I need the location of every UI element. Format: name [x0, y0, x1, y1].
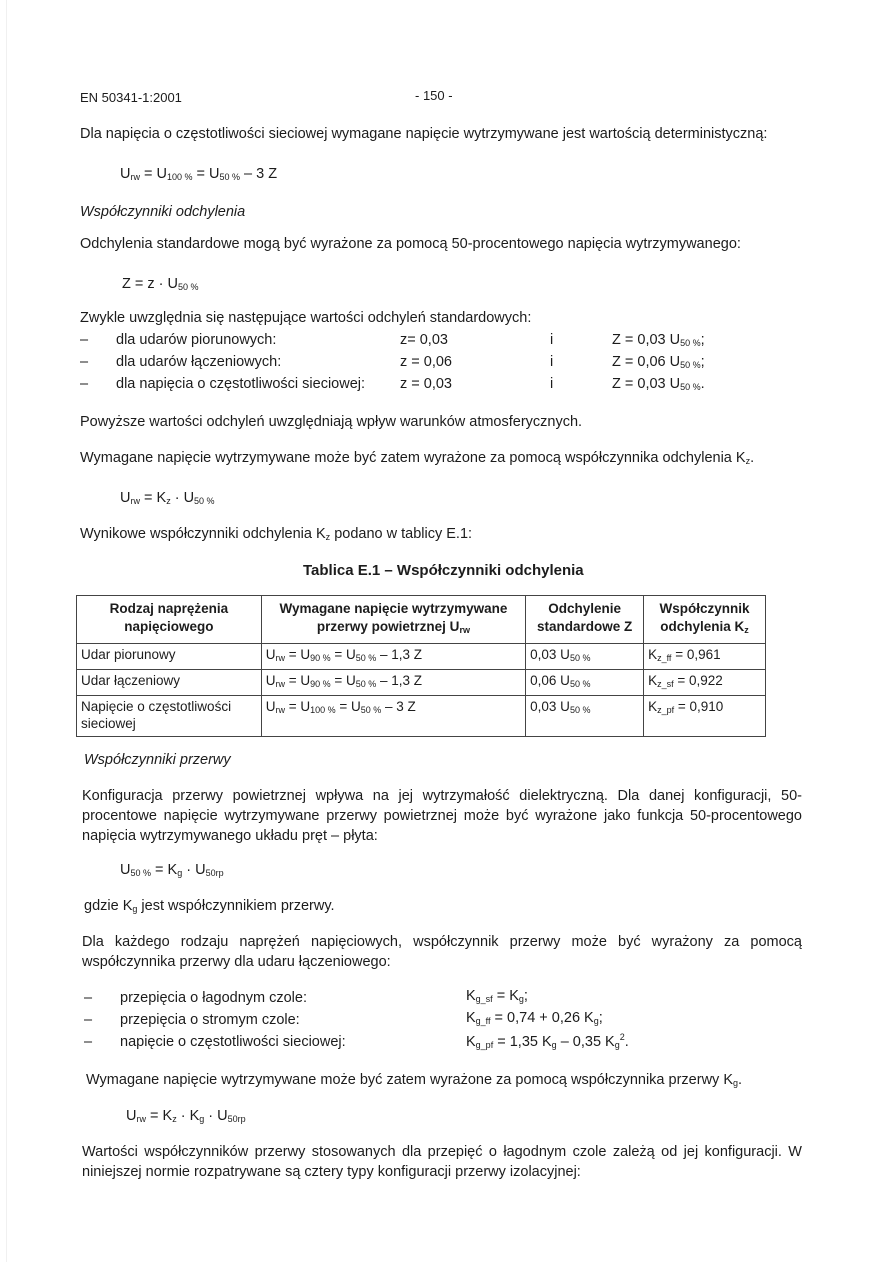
list-dash: –	[84, 1012, 93, 1028]
paragraph-8: gdzie $K_g$ jest współczynnikiem przerwy.	[84, 898, 335, 914]
table-cell: 0,06 $U_{50 \%}$	[526, 670, 644, 696]
table-cell: Napięcie o częstotliwości sieciowej	[77, 696, 262, 737]
list-dash: –	[80, 354, 89, 370]
paragraph-7: Konfiguracja przerwy powietrznej wpływa na jej wytrzymałość dielektryczną. Dla danej konfiguracji, 50-procentowe napięcie wytrzymywane przerwy powietrznej może być wyrażone jako funkcja 50-procentowego napięcia wytrzymywanego układu pręt – płyta:	[82, 788, 802, 844]
deviation-table	[76, 595, 766, 737]
formula-urw-kz-kg: $U_{rw} = K_z \cdot K_g \cdot U_{50rp}$	[126, 1108, 246, 1124]
paragraph-10: Wymagane napięcie wytrzymywane może być zatem wyrażone za pomocą współczynnika przerwy $K_g$.	[86, 1072, 743, 1088]
list-item-z: z = 0,06	[400, 354, 452, 370]
list-dash: –	[84, 990, 93, 1006]
formula-z: $Z = z \cdot U_{50 \%}$	[122, 276, 199, 292]
list-dash: –	[80, 376, 89, 392]
table-caption: Tablica E.1 – Współczynniki odchylenia	[303, 562, 584, 579]
formula-urw-kz: $U_{rw} = K_z \cdot U_{50 \%}$	[120, 490, 215, 506]
paragraph-9: Dla każdego rodzaju naprężeń napięciowych, współczynnik przerwy może być wyrażony za pomocą współczynnika przerwy dla udaru łączeniowego:	[82, 934, 802, 970]
table-cell: Udar łączeniowy	[77, 670, 262, 696]
column-header: Współczynnik odchylenia $K_z$	[644, 596, 766, 644]
heading-deviation: Współczynniki odchylenia	[80, 204, 246, 220]
paragraph-4: Powyższe wartości odchyleń uwzględniają wpływ warunków atmosferycznych.	[80, 414, 583, 430]
formula-u50-kg: $U_{50 \%} = K_g \cdot U_{50rp}$	[120, 862, 224, 878]
list-item-label: dla udarów piorunowych:	[116, 332, 277, 348]
paragraph-1: Dla napięcia o częstotliwości sieciowej wymagane napięcie wytrzymywane jest wartością deterministyczną:	[80, 126, 768, 142]
paragraph-2: Odchylenia standardowe mogą być wyrażone za pomocą 50-procentowego napięcia wytrzymywanego:	[80, 236, 741, 252]
list-item-label: dla udarów łączeniowych:	[116, 354, 282, 370]
list-dash: –	[80, 332, 89, 348]
list-dash: –	[84, 1034, 93, 1050]
paragraph-6: Wynikowe współczynniki odchylenia $K_z$ podano w tablicy E.1:	[80, 526, 473, 542]
list-item-conj: i	[550, 354, 554, 370]
standard-code: EN 50341-1:2001	[80, 90, 182, 105]
list-item-Z: Z = 0,03 $U_{50 \%}$.	[612, 376, 705, 392]
table-cell: $U_{rw} = U_{90 \%} = U_{50 \%} - 1,3$ Z	[261, 644, 525, 670]
list-item-label: napięcie o częstotliwości sieciowej:	[120, 1034, 346, 1050]
table-cell: $K_{z\_pf} = 0,910$	[644, 696, 766, 737]
table-cell: $U_{rw} = U_{100 \%} = U_{50 \%} - 3$ Z	[261, 696, 525, 737]
table-cell: $K_{z\_sf} = 0,922$	[644, 670, 766, 696]
table-cell: $K_{z\_ff} = 0,961$	[644, 644, 766, 670]
table-row	[77, 644, 766, 670]
formula-kg-pf: $K_{g\_pf} = 1,35$ $K_g - 0,35$ $K_g^2$.	[466, 1032, 629, 1050]
page-number: - 150 -	[415, 88, 453, 103]
list-item-conj: i	[550, 332, 554, 348]
formula-kg-ff: $K_{g\_ff} = 0,74 + 0,26$ $K_g$;	[466, 1010, 603, 1026]
paragraph-3: Zwykle uwzględnia się następujące wartości odchyleń standardowych:	[80, 310, 532, 326]
table-cell: Udar piorunowy	[77, 644, 262, 670]
table-row	[77, 696, 766, 737]
table-header-row	[77, 596, 766, 644]
list-item-Z: Z = 0,03 $U_{50 \%}$;	[612, 332, 705, 348]
list-item-z: z = 0,03	[400, 376, 452, 392]
column-header: Odchylenie standardowe Z	[526, 596, 644, 644]
table-row	[77, 670, 766, 696]
list-item-Z: Z = 0,06 $U_{50 \%}$;	[612, 354, 705, 370]
column-header: Wymagane napięcie wytrzymywane przerwy powietrznej $U_{rw}$	[261, 596, 525, 644]
table-cell: $U_{rw} = U_{90 \%} = U_{50 \%} - 1,3$ Z	[261, 670, 525, 696]
scan-edge	[6, 0, 7, 1262]
paragraph-5: Wymagane napięcie wytrzymywane może być zatem wyrażone za pomocą współczynnika odchylenia $K_z$.	[80, 450, 755, 466]
list-item-conj: i	[550, 376, 554, 392]
list-item-label: przepięcia o stromym czole:	[120, 1012, 300, 1028]
formula-urw-power: $U_{rw} = U_{100 \%} = U_{50 \%} - 3$ Z	[120, 166, 278, 182]
formula-kg-sf: $K_{g\_sf} = K_g$;	[466, 988, 528, 1004]
paragraph-11: Wartości współczynników przerwy stosowanych dla przepięć o łagodnym czole zależą od jej konfiguracji. W niniejszej normie rozpatrywane są cztery typy konfiguracji przerwy izolacyjnej:	[82, 1144, 802, 1180]
table-cell: 0,03 $U_{50 \%}$	[526, 696, 644, 737]
list-item-label: dla napięcia o częstotliwości sieciowej:	[116, 376, 366, 392]
column-header: Rodzaj naprężenia napięciowego	[77, 596, 262, 644]
table-cell: 0,03 $U_{50 \%}$	[526, 644, 644, 670]
list-item-label: przepięcia o łagodnym czole:	[120, 990, 307, 1006]
heading-gap: Współczynniki przerwy	[84, 752, 231, 768]
list-item-z: z= 0,03	[400, 332, 448, 348]
